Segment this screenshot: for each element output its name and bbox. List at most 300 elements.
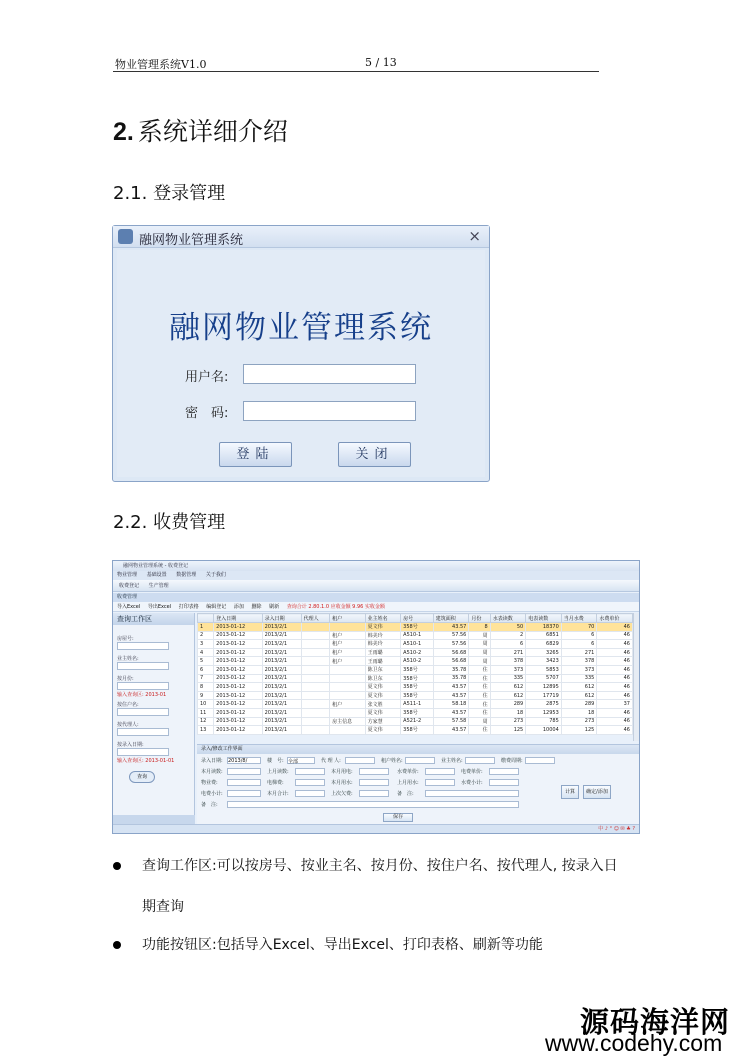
watermark-title: 源码海洋网 — [580, 1005, 731, 1039]
note-field[interactable] — [227, 801, 519, 808]
table-cell: 房主信息 — [330, 717, 366, 726]
table-cell: 2875 — [526, 700, 562, 709]
column-header[interactable]: 水表读数 — [490, 614, 526, 623]
field-label: 楼 号: — [267, 758, 284, 764]
table-cell: 住 — [469, 708, 490, 717]
table-cell: 租户 — [330, 657, 366, 666]
field-label: 租户姓名: — [381, 758, 403, 764]
building-value: 全部 — [288, 759, 299, 765]
table-cell: 46 — [597, 726, 633, 735]
table-cell: 12 — [198, 717, 214, 726]
table-cell: 8 — [469, 623, 490, 632]
menu-item[interactable]: 基础设置 — [146, 572, 167, 578]
column-header[interactable]: 水费单价 — [597, 614, 633, 623]
query-panel-title: 查询工作区 — [113, 613, 194, 625]
column-header[interactable]: 月份 — [469, 614, 490, 623]
owner-input[interactable] — [117, 662, 169, 670]
water-price-field[interactable] — [425, 768, 455, 775]
table-cell: 13 — [198, 726, 214, 735]
table-row[interactable] — [198, 700, 633, 709]
table-cell — [301, 683, 329, 692]
table-cell: 43.57 — [433, 623, 469, 632]
table-cell: 3423 — [526, 657, 562, 666]
table-cell: 住 — [469, 683, 490, 692]
confirm-add-button[interactable]: 确定/添加 — [583, 785, 611, 799]
table-cell: 612 — [490, 691, 526, 700]
agent-input[interactable] — [117, 728, 169, 736]
table-cell: 陈卫东 — [365, 665, 401, 674]
table-cell — [330, 691, 366, 700]
password-input[interactable] — [243, 401, 416, 421]
tenant-input[interactable] — [117, 708, 169, 716]
table-cell: 37 — [597, 700, 633, 709]
table-cell: 住 — [469, 700, 490, 709]
table-cell: 70 — [561, 623, 597, 632]
login-button[interactable]: 登陆 — [219, 442, 292, 467]
table-cell: 夏文伟 — [365, 683, 401, 692]
toolbar-manage-button[interactable]: 生产管理 — [148, 583, 169, 589]
column-header[interactable]: 建筑面积 — [433, 614, 469, 623]
field-label: 水费单价: — [397, 769, 419, 775]
save-button[interactable]: 保存 — [383, 813, 413, 822]
table-cell: 271 — [490, 648, 526, 657]
table-cell: 46 — [597, 683, 633, 692]
column-header[interactable]: 录入日期 — [262, 614, 301, 623]
table-cell: 358号 — [401, 726, 434, 735]
table-row[interactable] — [198, 708, 633, 717]
delete-button[interactable]: 删除 — [251, 604, 262, 610]
import-excel-button[interactable]: 导入Excel — [117, 604, 141, 610]
column-header[interactable]: 登入日期 — [214, 614, 262, 623]
charge-table — [197, 613, 633, 735]
last-reading-field[interactable] — [295, 768, 325, 775]
charge-window — [112, 560, 640, 834]
table-cell: 1 — [198, 623, 214, 632]
hint-text: 输入查询区: 2013-01-01 — [117, 758, 175, 764]
table-cell — [301, 623, 329, 632]
table-cell: 2013/2/1 — [262, 665, 301, 674]
watermark-url: www.codehy.com — [545, 1030, 723, 1056]
table-cell: 2013/2/1 — [262, 674, 301, 683]
table-cell — [301, 665, 329, 674]
table-cell: 2013-01-12 — [214, 691, 262, 700]
field-label: 房屋号: — [117, 636, 134, 642]
table-cell: 2013-01-12 — [214, 665, 262, 674]
column-header[interactable]: 租户 — [330, 614, 366, 623]
login-heading: 融网物业管理系统 — [169, 310, 433, 346]
table-cell: 2013-01-12 — [214, 708, 262, 717]
table-cell — [301, 648, 329, 657]
calc-button[interactable]: 计算 — [561, 785, 579, 799]
table-cell: 2 — [490, 631, 526, 640]
toolbar — [113, 580, 639, 592]
table-cell: 租户 — [330, 648, 366, 657]
table-cell — [301, 657, 329, 666]
table-cell: 46 — [597, 717, 633, 726]
field-label: 电费单价: — [461, 769, 483, 775]
table-cell: 5 — [198, 657, 214, 666]
table-cell: 2013-01-12 — [214, 623, 262, 632]
table-cell — [330, 674, 366, 683]
month-input[interactable] — [117, 682, 169, 690]
field-label: 上次欠费: — [331, 791, 353, 797]
entry-date-input[interactable] — [117, 748, 169, 756]
toolbar-charge-button[interactable]: 收费登记 — [119, 583, 140, 589]
table-cell: 6 — [561, 640, 597, 649]
table-cell: 王雨璐 — [365, 648, 401, 657]
table-cell: 2013/2/1 — [262, 708, 301, 717]
table-row[interactable] — [198, 648, 633, 657]
export-excel-button[interactable]: 导出Excel — [147, 604, 172, 610]
table-cell: 韩美玲 — [365, 631, 401, 640]
table-cell: A521-2 — [401, 717, 434, 726]
table-cell: 18370 — [526, 623, 562, 632]
table-cell: 周 — [469, 657, 490, 666]
table-cell: 289 — [490, 700, 526, 709]
table-cell: 18 — [490, 708, 526, 717]
field-label: 录入日期: — [201, 758, 223, 764]
table-cell: 住 — [469, 665, 490, 674]
table-cell: 2013/2/1 — [262, 683, 301, 692]
power-field[interactable] — [359, 768, 389, 775]
table-cell — [301, 717, 329, 726]
table-cell: 2013-01-12 — [214, 631, 262, 640]
column-header[interactable]: 房号 — [401, 614, 434, 623]
arrears-field[interactable] — [359, 790, 389, 797]
field-label: 备 注: — [397, 791, 414, 797]
table-cell: 273 — [490, 717, 526, 726]
column-header[interactable]: 当月水费 — [561, 614, 597, 623]
table-cell: 378 — [561, 657, 597, 666]
table-cell: 56.68 — [433, 657, 469, 666]
table-cell: 125 — [490, 726, 526, 735]
table-cell: 9 — [198, 691, 214, 700]
edit-button[interactable]: 编辑登记 — [206, 604, 227, 610]
table-cell: 46 — [597, 623, 633, 632]
table-cell: 住 — [469, 674, 490, 683]
table-cell: 12953 — [526, 708, 562, 717]
table-cell: 方家慧 — [365, 717, 401, 726]
table-cell: 6829 — [526, 640, 562, 649]
table-cell: 43.57 — [433, 726, 469, 735]
entry-date-value: 2013/8/ — [228, 758, 248, 764]
doc-title: 物业管理系统V1.0 — [115, 58, 207, 71]
table-cell: 夏文伟 — [365, 691, 401, 700]
table-row[interactable] — [198, 640, 633, 649]
table-row[interactable] — [198, 691, 633, 700]
table-cell: 陈卫东 — [365, 674, 401, 683]
field-label: 水费小计: — [461, 780, 483, 786]
login-window — [112, 225, 490, 482]
month-total-field[interactable] — [295, 790, 325, 797]
table-row[interactable] — [198, 657, 633, 666]
table-cell — [301, 726, 329, 735]
table-cell: 56.68 — [433, 648, 469, 657]
table-cell: 租户 — [330, 640, 366, 649]
table-cell: 住 — [469, 691, 490, 700]
table-cell: 3265 — [526, 648, 562, 657]
column-header[interactable]: 代理人 — [301, 614, 329, 623]
table-cell — [301, 708, 329, 717]
table-cell: 2013/2/1 — [262, 726, 301, 735]
table-cell: 2013/2/1 — [262, 631, 301, 640]
login-titlebar — [113, 226, 489, 248]
field-label: 电费小计: — [201, 791, 223, 797]
table-cell: 358号 — [401, 683, 434, 692]
table-cell: 43.57 — [433, 708, 469, 717]
table-cell: 58.18 — [433, 700, 469, 709]
close-icon[interactable]: × — [468, 227, 481, 245]
field-label: 按住户名: — [117, 702, 139, 708]
agent-field[interactable] — [345, 757, 375, 764]
menu-item[interactable]: 物业管理 — [117, 572, 138, 578]
field-label: 业主姓名: — [117, 656, 139, 662]
table-cell: 2013/2/1 — [262, 640, 301, 649]
reading-field[interactable] — [227, 768, 261, 775]
table-cell: 18 — [561, 708, 597, 717]
table-row[interactable] — [198, 726, 633, 735]
table-cell: 6851 — [526, 631, 562, 640]
table-row[interactable] — [198, 623, 633, 632]
bullet-text: 查询工作区:可以按房号、按业主名、按月份、按住户名、按代理人, 按录入日 — [142, 858, 618, 874]
table-cell: 6 — [561, 631, 597, 640]
edit-panel-title: 录入/修改工作界面 — [197, 745, 639, 754]
table-cell: 2013-01-12 — [214, 657, 262, 666]
table-cell: 2013/2/1 — [262, 623, 301, 632]
table-cell — [301, 631, 329, 640]
table-cell: 43.57 — [433, 691, 469, 700]
column-header[interactable] — [198, 614, 214, 623]
tab-charge[interactable]: 收费管理 — [113, 593, 639, 602]
table-cell: 785 — [526, 717, 562, 726]
table-cell: 韩美玲 — [365, 640, 401, 649]
table-cell: 王雨璐 — [365, 657, 401, 666]
field-label: 缴费周期: — [501, 758, 523, 764]
table-cell: 2013/2/1 — [262, 700, 301, 709]
water-subtotal-field[interactable] — [489, 779, 519, 786]
table-cell: 10 — [198, 700, 214, 709]
table-row[interactable] — [198, 683, 633, 692]
menu-bar — [113, 571, 639, 580]
table-cell: 373 — [561, 665, 597, 674]
table-cell: 46 — [597, 640, 633, 649]
table-cell: A510-1 — [401, 631, 434, 640]
table-row[interactable] — [198, 665, 633, 674]
table-cell: A511-1 — [401, 700, 434, 709]
table-cell — [330, 726, 366, 735]
table-cell: 358号 — [401, 691, 434, 700]
field-label: 按录入日期: — [117, 742, 144, 748]
summary-text: 查询合计 2.80.1.0 应收金额 9.96 实收金额 — [286, 604, 385, 610]
power-price-field[interactable] — [489, 768, 519, 775]
refresh-button[interactable]: 刷新 — [269, 604, 280, 610]
section-title: 系统详细介绍 — [137, 117, 288, 146]
close-button[interactable]: 关闭 — [338, 442, 411, 467]
table-cell: 2013-01-12 — [214, 683, 262, 692]
table-cell: 46 — [597, 631, 633, 640]
table-scrollbar[interactable] — [633, 613, 640, 741]
table-cell: 5707 — [526, 674, 562, 683]
table-cell: 住 — [469, 726, 490, 735]
table-cell: 2013-01-12 — [214, 648, 262, 657]
status-bar — [113, 824, 640, 833]
table-cell: 租户 — [330, 700, 366, 709]
table-cell: 46 — [597, 665, 633, 674]
table-cell: 4 — [198, 648, 214, 657]
water-use-field[interactable] — [359, 779, 389, 786]
field-label: 本月合计: — [267, 791, 289, 797]
edit-panel — [197, 744, 639, 826]
page-number: 5 / 13 — [365, 56, 397, 69]
power-subtotal-field[interactable] — [227, 790, 261, 797]
table-cell: 612 — [561, 683, 597, 692]
table-cell: 2013/2/1 — [262, 691, 301, 700]
period-field[interactable] — [525, 757, 555, 764]
table-cell: 46 — [597, 691, 633, 700]
table-cell: 378 — [490, 657, 526, 666]
table-cell: 271 — [561, 648, 597, 657]
table-cell: 46 — [597, 674, 633, 683]
section-number: 2. — [113, 118, 134, 146]
table-cell: 夏文伟 — [365, 726, 401, 735]
room-input[interactable] — [117, 642, 169, 650]
table-cell — [301, 640, 329, 649]
owner-field[interactable] — [465, 757, 495, 764]
table-cell: 35.78 — [433, 665, 469, 674]
table-cell: 46 — [597, 708, 633, 717]
table-cell: 125 — [561, 726, 597, 735]
table-cell: A510-1 — [401, 640, 434, 649]
action-bar — [113, 602, 639, 612]
table-cell: 12895 — [526, 683, 562, 692]
tray-icons: 中 ♪ ° ☺ ✉ ♣ ? — [598, 826, 635, 832]
table-cell: 5853 — [526, 665, 562, 674]
table-cell: 57.58 — [433, 717, 469, 726]
field-label: 上月读数: — [267, 769, 289, 775]
entry-date-field[interactable] — [227, 757, 261, 764]
table-cell: 10004 — [526, 726, 562, 735]
table-cell: 2013/2/1 — [262, 648, 301, 657]
table-cell: 6 — [490, 640, 526, 649]
table-row[interactable] — [198, 717, 633, 726]
table-cell: 50 — [490, 623, 526, 632]
table-cell: 57.56 — [433, 640, 469, 649]
field-label: 本月用水: — [331, 780, 353, 786]
subsection-charge-heading: 2.2. 收费管理 — [113, 512, 226, 533]
column-header[interactable]: 业主姓名 — [365, 614, 401, 623]
table-cell — [330, 683, 366, 692]
username-label: 用户名: — [185, 370, 229, 385]
charge-window-title: 融网物业管理系统 - 收费登记 — [113, 561, 639, 571]
table-cell: 335 — [561, 674, 597, 683]
table-cell: 46 — [597, 648, 633, 657]
field-label: 电梯费: — [267, 780, 284, 786]
table-cell: 373 — [490, 665, 526, 674]
table-cell: 11 — [198, 708, 214, 717]
table-cell — [301, 674, 329, 683]
column-header[interactable]: 电表读数 — [526, 614, 562, 623]
table-cell — [301, 691, 329, 700]
table-cell: A510-2 — [401, 648, 434, 657]
table-cell: 周 — [469, 640, 490, 649]
table-cell: 273 — [561, 717, 597, 726]
table-cell: 17719 — [526, 691, 562, 700]
table-cell: 2 — [198, 631, 214, 640]
table-cell: A510-2 — [401, 657, 434, 666]
field-label: 上月用水: — [397, 780, 419, 786]
table-cell: 2013-01-12 — [214, 674, 262, 683]
table-cell: 2013-01-12 — [214, 717, 262, 726]
table-cell: 张文胜 — [365, 700, 401, 709]
table-cell: 2013-01-12 — [214, 726, 262, 735]
field-label: 按代理人: — [117, 722, 139, 728]
tenant-field[interactable] — [405, 757, 435, 764]
table-cell: 335 — [490, 674, 526, 683]
table-cell: 2013/2/1 — [262, 717, 301, 726]
table-cell: 358号 — [401, 708, 434, 717]
table-cell: 周 — [469, 631, 490, 640]
query-panel — [113, 613, 195, 825]
table-cell: 夏文伟 — [365, 623, 401, 632]
table-cell: 46 — [597, 657, 633, 666]
bullet-text: 功能按钮区:包括导入Excel、导出Excel、打印表格、刷新等功能 — [142, 937, 543, 953]
field-label: 按月份: — [117, 676, 134, 682]
print-button[interactable]: 打印表格 — [178, 604, 199, 610]
password-label: 密 码: — [185, 406, 229, 421]
table-cell: 289 — [561, 700, 597, 709]
table-cell: 612 — [561, 691, 597, 700]
table-cell: 8 — [198, 683, 214, 692]
table-cell: 周 — [469, 648, 490, 657]
table-cell: 3 — [198, 640, 214, 649]
building-select[interactable] — [287, 757, 315, 764]
username-input[interactable] — [243, 364, 416, 384]
table-row[interactable] — [198, 674, 633, 683]
field-label: 物业费: — [201, 780, 218, 786]
section-heading — [113, 112, 288, 148]
query-button[interactable]: 查询 — [129, 771, 155, 783]
menu-item[interactable]: 数据管理 — [176, 572, 197, 578]
table-cell: 2013-01-12 — [214, 640, 262, 649]
table-cell: 2013-01-12 — [214, 700, 262, 709]
table-cell: 周 — [469, 717, 490, 726]
login-window-title: 融网物业管理系统 — [139, 233, 244, 248]
table-cell — [330, 665, 366, 674]
field-label: 本月用电: — [331, 769, 353, 775]
table-header-row — [198, 614, 633, 623]
table-cell — [330, 708, 366, 717]
remark-field[interactable] — [425, 790, 519, 797]
table-cell: 6 — [198, 665, 214, 674]
property-fee-field[interactable] — [227, 779, 261, 786]
last-water-field[interactable] — [425, 779, 455, 786]
table-cell: 358号 — [401, 665, 434, 674]
table-cell: 57.56 — [433, 631, 469, 640]
elevator-fee-field[interactable] — [295, 779, 325, 786]
page-header — [113, 56, 599, 72]
table-cell: 358号 — [401, 623, 434, 632]
field-label: 备 注: — [201, 802, 218, 808]
table-cell: 7 — [198, 674, 214, 683]
add-button[interactable]: 添加 — [233, 604, 244, 610]
table-cell: 夏文伟 — [365, 708, 401, 717]
table-cell — [301, 700, 329, 709]
bullet-dot — [113, 941, 121, 949]
table-row[interactable] — [198, 631, 633, 640]
subsection-login-heading: 2.1. 登录管理 — [113, 183, 226, 204]
bullet-continuation: 期查询 — [142, 899, 184, 915]
menu-item[interactable]: 关于我们 — [205, 572, 226, 578]
